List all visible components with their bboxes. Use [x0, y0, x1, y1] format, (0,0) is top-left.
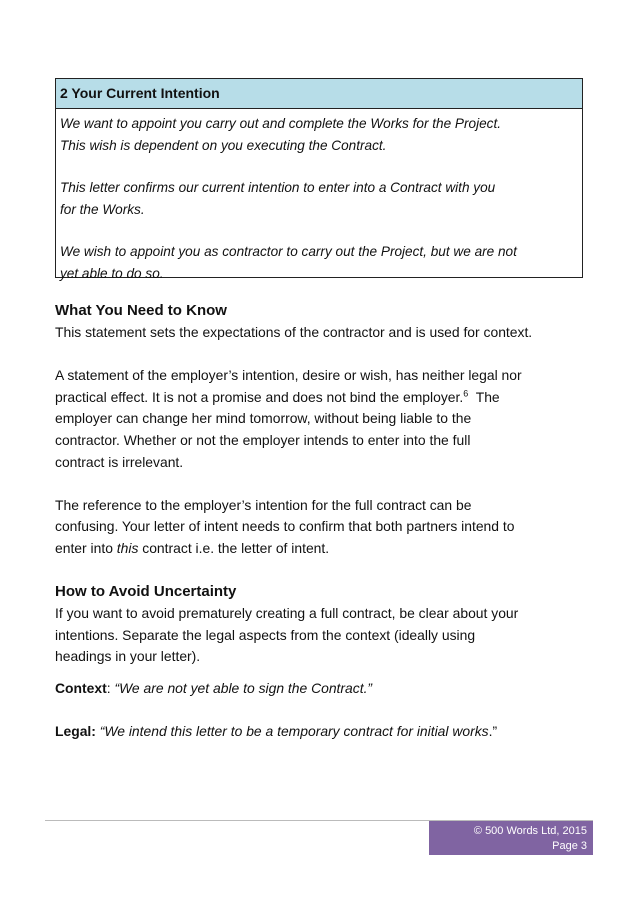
page-footer: [429, 821, 593, 855]
footer-page-number: Page 3: [552, 840, 587, 852]
box-body: [56, 109, 582, 284]
paragraph-context-statement: This statement sets the expectations of the contractor and is used for context.: [55, 324, 533, 340]
context-example: Context: “We are not yet able to sign the Contract.”: [55, 679, 373, 696]
legal-example: Legal: “We intend this letter to be a temporary contract for initial works.”: [55, 723, 498, 740]
paragraph-avoid-advice: If you want to avoid prematurely creating a full contract, be clear about your intentions. Separate the legal aspects from the context (ideally using headings in your letter).: [55, 605, 519, 665]
main-content: [55, 300, 585, 764]
paragraph-intention-effect: A statement of the employer’s intention, desire or wish, has neither legal nor practical effect. It is not a promise and does not bind the employer.$^6$ The employer can change her mind tomorrow, without being liable to the contractor. Whether or not the employer intends to enter into the full contract is irrelevant.: [55, 367, 522, 470]
intention-box: [55, 78, 583, 281]
footer-copyright: © 500 Words Ltd, 2015: [473, 825, 587, 837]
section-heading-avoid-uncertainty: How to Avoid Uncertainty: [55, 583, 237, 601]
section-heading-what-you-need-to-know: What You Need to Know: [55, 302, 227, 319]
box-heading: 2 Your Current Intention: [56, 79, 582, 109]
box-paragraph-3: We wish to appoint you as contractor to carry out the Project, but we are not yet able to do so.: [60, 244, 517, 281]
paragraph-reference-confusing: The reference to the employer’s intention for the full contract can be confusing. Your letter of intent needs to confirm that both partners intend to enter into this contract i.e. the letter of intent.: [55, 496, 515, 556]
box-paragraph-1: We want to appoint you carry out and complete the Works for the Project. This wish is dependent on you executing the Contract.: [60, 116, 502, 153]
footnote-ref: 6: [463, 388, 469, 399]
box-paragraph-2: This letter confirms our current intention to enter into a Contract with you for the Works.: [60, 180, 496, 217]
